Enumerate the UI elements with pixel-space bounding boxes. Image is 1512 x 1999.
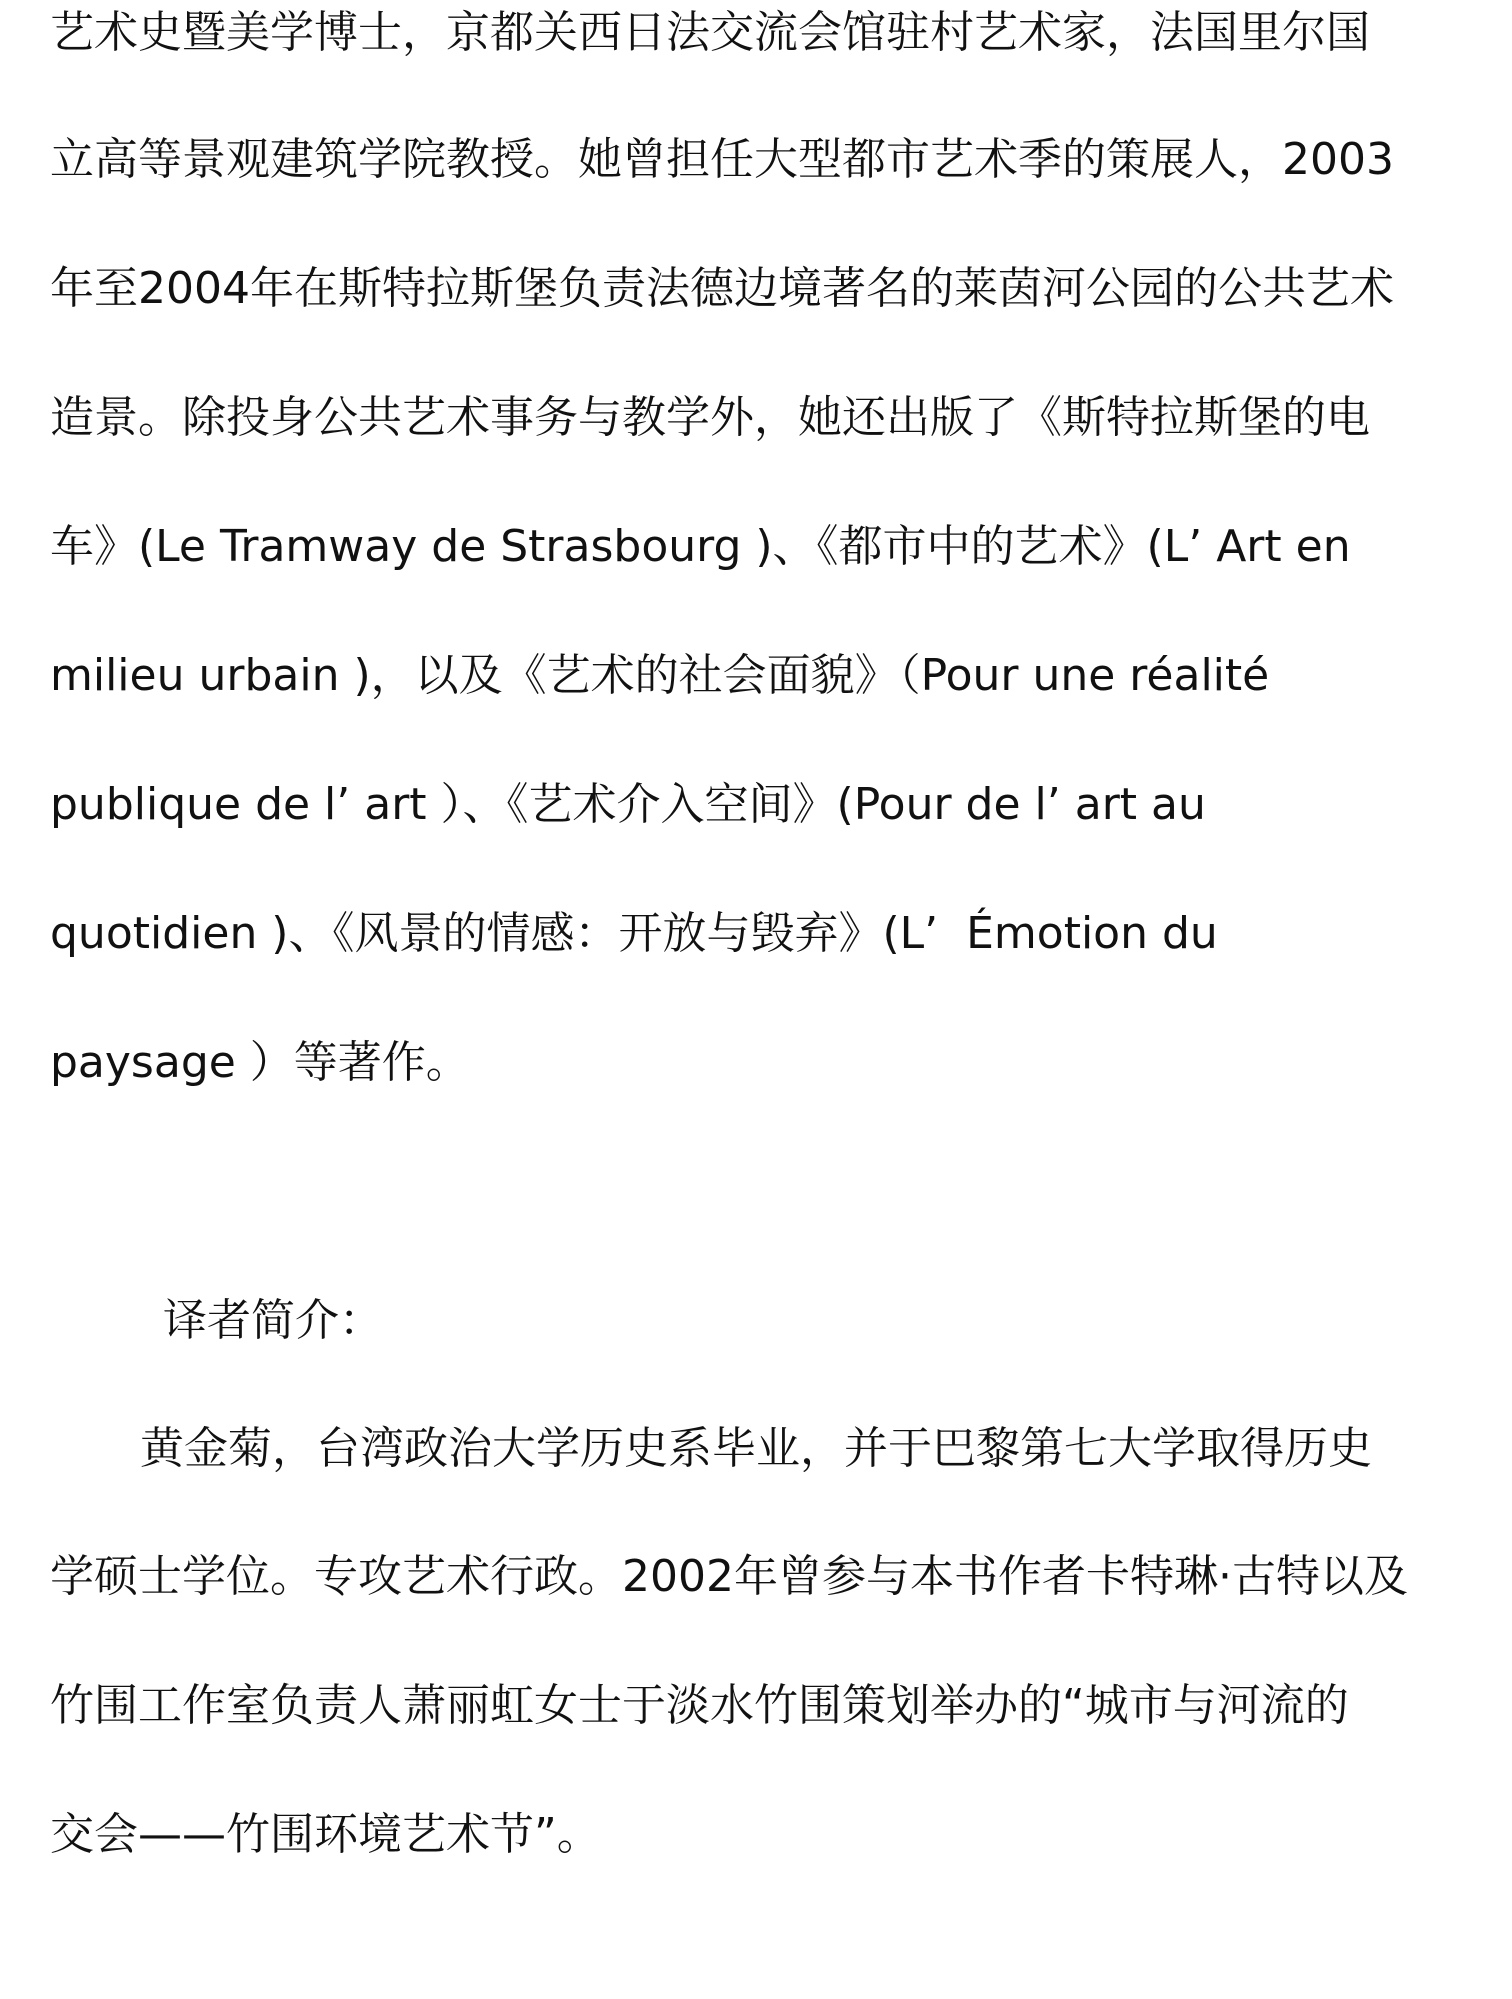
translator-bio-line: 竹围工作室负责人萧丽虹女士于淡水竹围策划举办的“城市与河流的 bbox=[50, 1680, 1349, 1731]
author-bio-line: publique de l’ art ）、《艺术介入空间》(Pour de l’ art au bbox=[50, 779, 1206, 830]
author-bio-line: paysage ）等著作。 bbox=[50, 1037, 470, 1088]
author-bio-line: 艺术史暨美学博士，京都关西日法交流会馆驻村艺术家，法国里尔国 bbox=[50, 7, 1370, 58]
translator-bio-line: 学硕士学位。专攻艺术行政。2002年曾参与本书作者卡特琳·古特以及 bbox=[50, 1551, 1408, 1602]
author-bio-line: milieu urbain )，以及《艺术的社会面貌》（Pour une réalité bbox=[50, 650, 1270, 701]
author-bio-line: 立高等景观建筑学院教授。她曾担任大型都市艺术季的策展人，2003 bbox=[50, 134, 1394, 185]
translator-bio-line: 黄金菊，台湾政治大学历史系毕业，并于巴黎第七大学取得历史 bbox=[140, 1423, 1372, 1474]
author-bio-line: 造景。除投身公共艺术事务与教学外，她还出版了《斯特拉斯堡的电 bbox=[50, 392, 1370, 443]
translator-heading: 译者简介： bbox=[163, 1295, 383, 1346]
translator-bio-line: 交会——竹围环境艺术节”。 bbox=[50, 1809, 601, 1860]
author-bio-line: quotidien )、《风景的情感：开放与毁弃》(L’ Émotion du bbox=[50, 908, 1218, 959]
author-bio-line: 车》(Le Tramway de Strasbourg )、《都市中的艺术》(L’ Art en bbox=[50, 521, 1351, 572]
author-bio-line: 年至2004年在斯特拉斯堡负责法德边境著名的莱茵河公园的公共艺术 bbox=[50, 263, 1394, 314]
